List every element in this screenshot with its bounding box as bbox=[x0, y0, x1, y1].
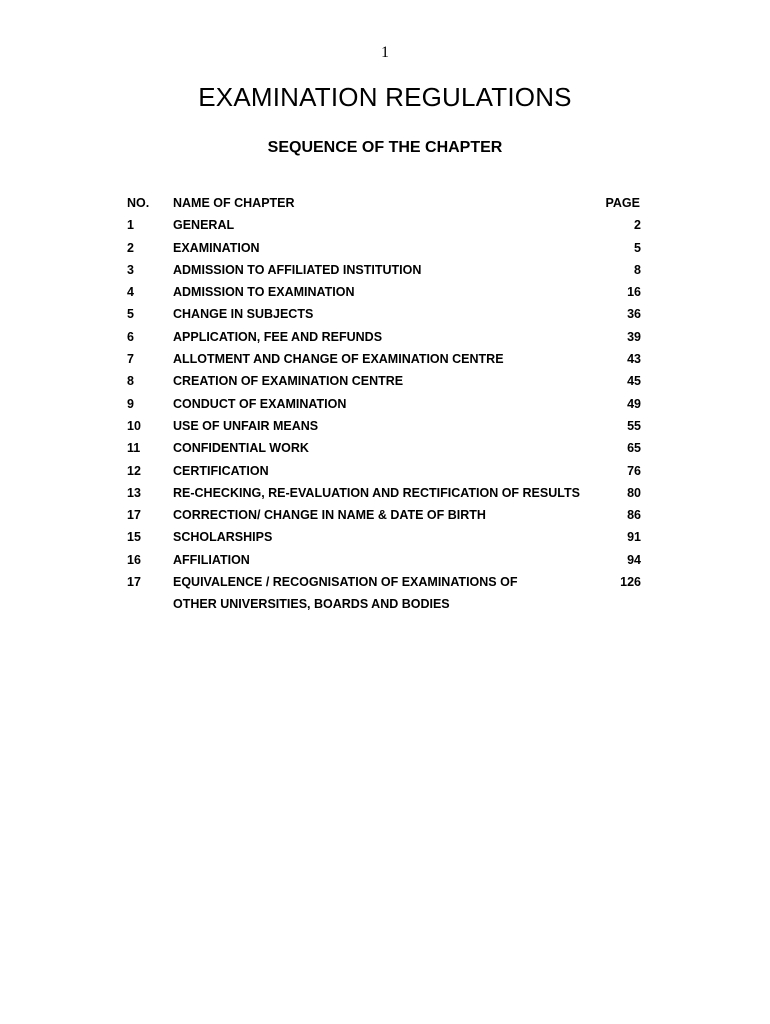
toc-row bbox=[127, 549, 647, 571]
toc-header-page: PAGE bbox=[605, 196, 640, 210]
chapter-name: SCHOLARSHIPS bbox=[173, 530, 273, 545]
chapter-name: APPLICATION, FEE AND REFUNDS bbox=[173, 329, 383, 344]
toc-header-name: NAME OF CHAPTER bbox=[173, 196, 295, 210]
section-subtitle: SEQUENCE OF THE CHAPTER bbox=[267, 139, 503, 156]
toc-row bbox=[127, 415, 647, 437]
page-number: 1 bbox=[381, 44, 389, 61]
toc-header-row bbox=[127, 192, 647, 214]
chapter-page: 55 bbox=[627, 418, 641, 433]
chapter-number: 9 bbox=[127, 396, 134, 411]
chapter-page: 43 bbox=[627, 352, 641, 367]
chapter-page: 126 bbox=[620, 575, 641, 590]
chapter-number: 4 bbox=[127, 285, 134, 300]
chapter-number: 3 bbox=[127, 262, 134, 277]
document-title: EXAMINATION REGULATIONS bbox=[198, 82, 572, 112]
toc-row bbox=[127, 303, 647, 325]
chapter-number: 13 bbox=[127, 485, 141, 500]
chapter-name: CERTIFICATION bbox=[173, 463, 269, 478]
toc-row bbox=[127, 437, 647, 459]
toc-row bbox=[127, 370, 647, 392]
chapter-number: 16 bbox=[127, 552, 141, 567]
chapter-page: 76 bbox=[627, 463, 641, 478]
chapter-name: RE-CHECKING, RE-EVALUATION AND RECTIFICATION OF RESULTS bbox=[173, 485, 580, 500]
chapter-number: 15 bbox=[127, 530, 141, 545]
chapter-page: 16 bbox=[627, 285, 641, 300]
chapter-page: 94 bbox=[627, 552, 641, 567]
toc-row bbox=[127, 214, 647, 236]
toc-row bbox=[127, 326, 647, 348]
chapter-number: 17 bbox=[127, 575, 141, 590]
chapter-name: CHANGE IN SUBJECTS bbox=[173, 307, 314, 322]
chapter-page: 91 bbox=[627, 530, 641, 545]
chapter-number: 7 bbox=[127, 352, 134, 367]
chapter-number: 17 bbox=[127, 508, 141, 523]
chapter-page: 49 bbox=[627, 396, 641, 411]
chapter-name: CREATION OF EXAMINATION CENTRE bbox=[173, 374, 404, 389]
chapter-page: 86 bbox=[627, 508, 641, 523]
chapter-number: 11 bbox=[127, 441, 141, 456]
chapter-name: CONFIDENTIAL WORK bbox=[173, 441, 309, 456]
chapter-name: ADMISSION TO EXAMINATION bbox=[173, 285, 355, 300]
chapter-page: 65 bbox=[627, 441, 641, 456]
chapter-page: 2 bbox=[634, 218, 641, 233]
toc-row bbox=[127, 504, 647, 526]
toc-row bbox=[127, 237, 647, 259]
chapter-number: 12 bbox=[127, 463, 141, 478]
toc-row bbox=[127, 281, 647, 303]
chapter-name: CORRECTION/ CHANGE IN NAME & DATE OF BIRTH bbox=[173, 508, 486, 523]
table-of-contents bbox=[127, 192, 647, 616]
toc-row-continuation bbox=[127, 593, 647, 615]
chapter-number: 1 bbox=[127, 218, 134, 233]
chapter-name: ALLOTMENT AND CHANGE OF EXAMINATION CENTRE bbox=[173, 352, 504, 367]
chapter-name: USE OF UNFAIR MEANS bbox=[173, 418, 319, 433]
toc-row bbox=[127, 460, 647, 482]
toc-row bbox=[127, 526, 647, 548]
chapter-number: 8 bbox=[127, 374, 134, 389]
chapter-page: 5 bbox=[634, 240, 641, 255]
chapter-page: 36 bbox=[627, 307, 641, 322]
chapter-page: 39 bbox=[627, 329, 641, 344]
toc-header-no: NO. bbox=[127, 196, 150, 210]
chapter-number: 2 bbox=[127, 240, 134, 255]
chapter-name: GENERAL bbox=[173, 218, 235, 233]
chapter-name: CONDUCT OF EXAMINATION bbox=[173, 396, 347, 411]
chapter-page: 80 bbox=[627, 485, 641, 500]
chapter-name: EQUIVALENCE / RECOGNISATION OF EXAMINATIONS OF bbox=[173, 575, 518, 590]
chapter-page: 8 bbox=[634, 262, 641, 277]
chapter-number: 6 bbox=[127, 329, 134, 344]
chapter-name: EXAMINATION bbox=[173, 240, 260, 255]
chapter-name: ADMISSION TO AFFILIATED INSTITUTION bbox=[173, 262, 422, 277]
toc-row bbox=[127, 482, 647, 504]
chapter-number: 5 bbox=[127, 307, 134, 322]
toc-row bbox=[127, 393, 647, 415]
chapter-number: 10 bbox=[127, 418, 141, 433]
chapter-page: 45 bbox=[627, 374, 641, 389]
chapter-name: AFFILIATION bbox=[173, 552, 250, 567]
toc-row bbox=[127, 259, 647, 281]
toc-row bbox=[127, 348, 647, 370]
chapter-name-continuation: OTHER UNIVERSITIES, BOARDS AND BODIES bbox=[173, 597, 450, 612]
toc-row bbox=[127, 571, 647, 593]
